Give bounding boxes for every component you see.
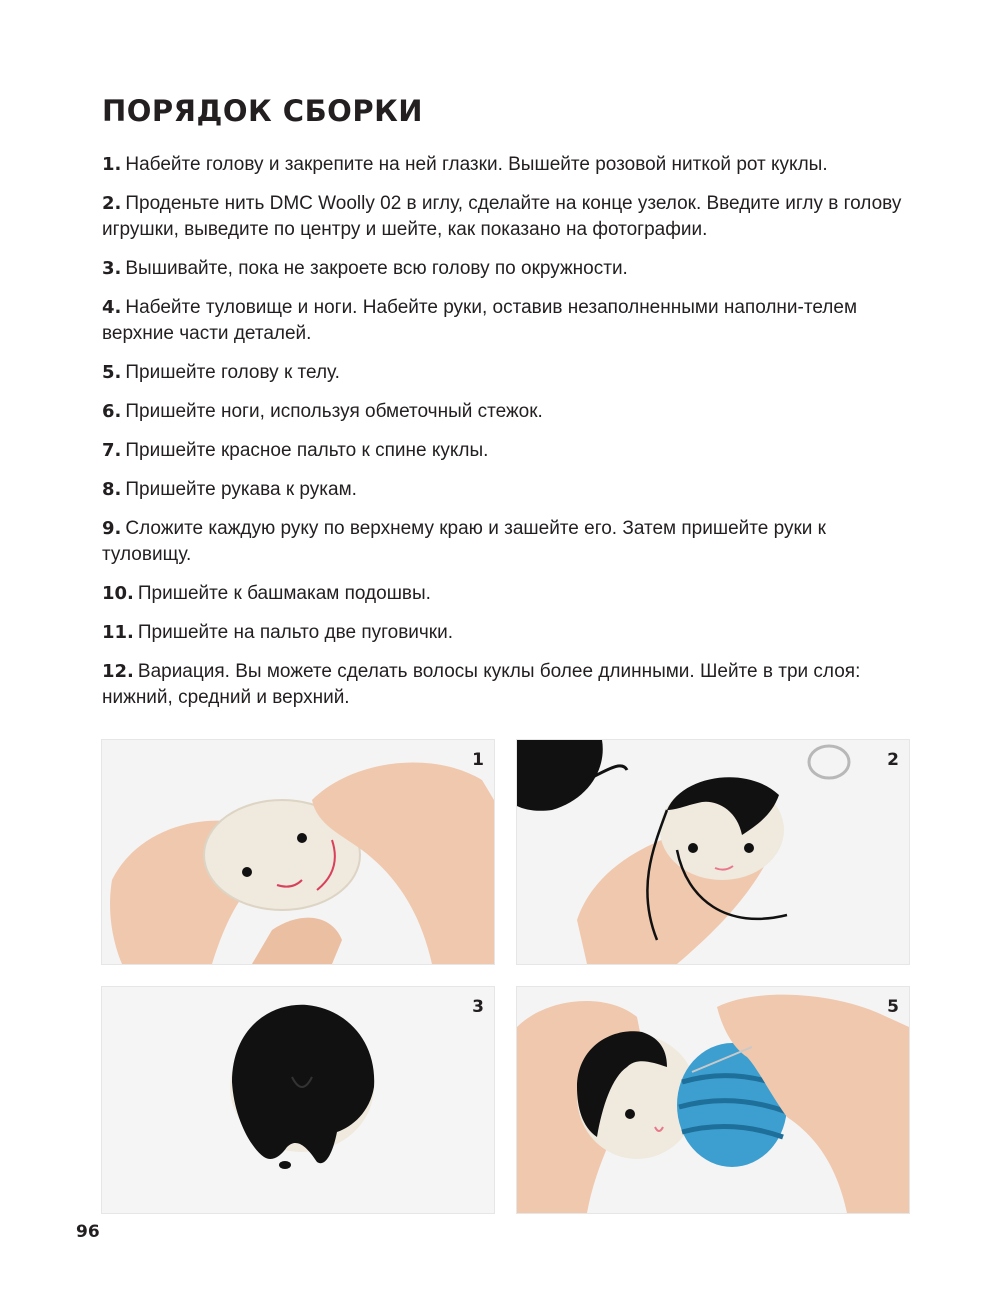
step-text: Сложите каждую руку по верхнему краю и зашейте его. Затем пришейте руки к туловищу. xyxy=(102,518,826,565)
step-number: 7. xyxy=(102,440,122,461)
step-item xyxy=(102,581,912,607)
step-number: 11. xyxy=(102,622,134,643)
step-item xyxy=(102,399,912,425)
step-item xyxy=(102,659,912,711)
step-number: 8. xyxy=(102,479,122,500)
photo-number: 5 xyxy=(887,997,899,1017)
photo-step-1-illustration xyxy=(102,740,494,964)
step-text: Пришейте голову к телу. xyxy=(125,362,340,383)
photo-step-2-illustration xyxy=(517,740,909,964)
photo-step-1 xyxy=(102,740,494,964)
photo-number: 3 xyxy=(472,997,484,1017)
step-text: Пришейте рукава к рукам. xyxy=(125,479,357,500)
step-item xyxy=(102,360,912,386)
step-item xyxy=(102,256,912,282)
step-item xyxy=(102,295,912,347)
photo-step-5-illustration xyxy=(517,987,909,1213)
step-item xyxy=(102,516,912,568)
step-number: 5. xyxy=(102,362,122,383)
photo-step-3 xyxy=(102,987,494,1213)
page-number: 96 xyxy=(76,1222,100,1242)
photo-number: 2 xyxy=(887,750,899,770)
step-number: 10. xyxy=(102,583,134,604)
step-text: Набейте голову и закрепите на ней глазки. Вышейте розовой ниткой рот куклы. xyxy=(125,154,828,175)
step-item xyxy=(102,477,912,503)
step-text: Проденьте нить DMC Woolly 02 в иглу, сделайте на конце узелок. Введите иглу в голову игрушки, выведите по центру и шейте, как показано на фотографии. xyxy=(102,193,902,240)
step-text: Пришейте к башмакам подошвы. xyxy=(137,583,431,604)
step-text: Набейте туловище и ноги. Набейте руки, оставив незаполненными наполни-телем верхние части деталей. xyxy=(102,297,858,344)
step-text: Вариация. Вы можете сделать волосы куклы более длинными. Шейте в три слоя: нижний, средний и верхний. xyxy=(102,661,861,708)
photo-step-3-illustration xyxy=(102,987,494,1213)
step-item xyxy=(102,191,912,243)
step-number: 6. xyxy=(102,401,122,422)
step-number: 2. xyxy=(102,193,122,214)
step-text: Вышивайте, пока не закроете всю голову по окружности. xyxy=(125,258,628,279)
step-number: 3. xyxy=(102,258,122,279)
step-number: 12. xyxy=(102,661,134,682)
step-item xyxy=(102,438,912,464)
step-number: 1. xyxy=(102,154,122,175)
photo-number: 1 xyxy=(472,750,484,770)
photo-step-5 xyxy=(517,987,909,1213)
step-number: 9. xyxy=(102,518,122,539)
page-title: ПОРЯДОК СБОРКИ xyxy=(102,94,424,128)
photo-step-2 xyxy=(517,740,909,964)
step-text: Пришейте красное пальто к спине куклы. xyxy=(125,440,489,461)
step-text: Пришейте ноги, используя обметочный стежок. xyxy=(125,401,543,422)
step-item xyxy=(102,152,912,178)
step-item xyxy=(102,620,912,646)
step-text: Пришейте на пальто две пуговички. xyxy=(137,622,454,643)
step-number: 4. xyxy=(102,297,122,318)
assembly-steps-list xyxy=(102,152,912,724)
